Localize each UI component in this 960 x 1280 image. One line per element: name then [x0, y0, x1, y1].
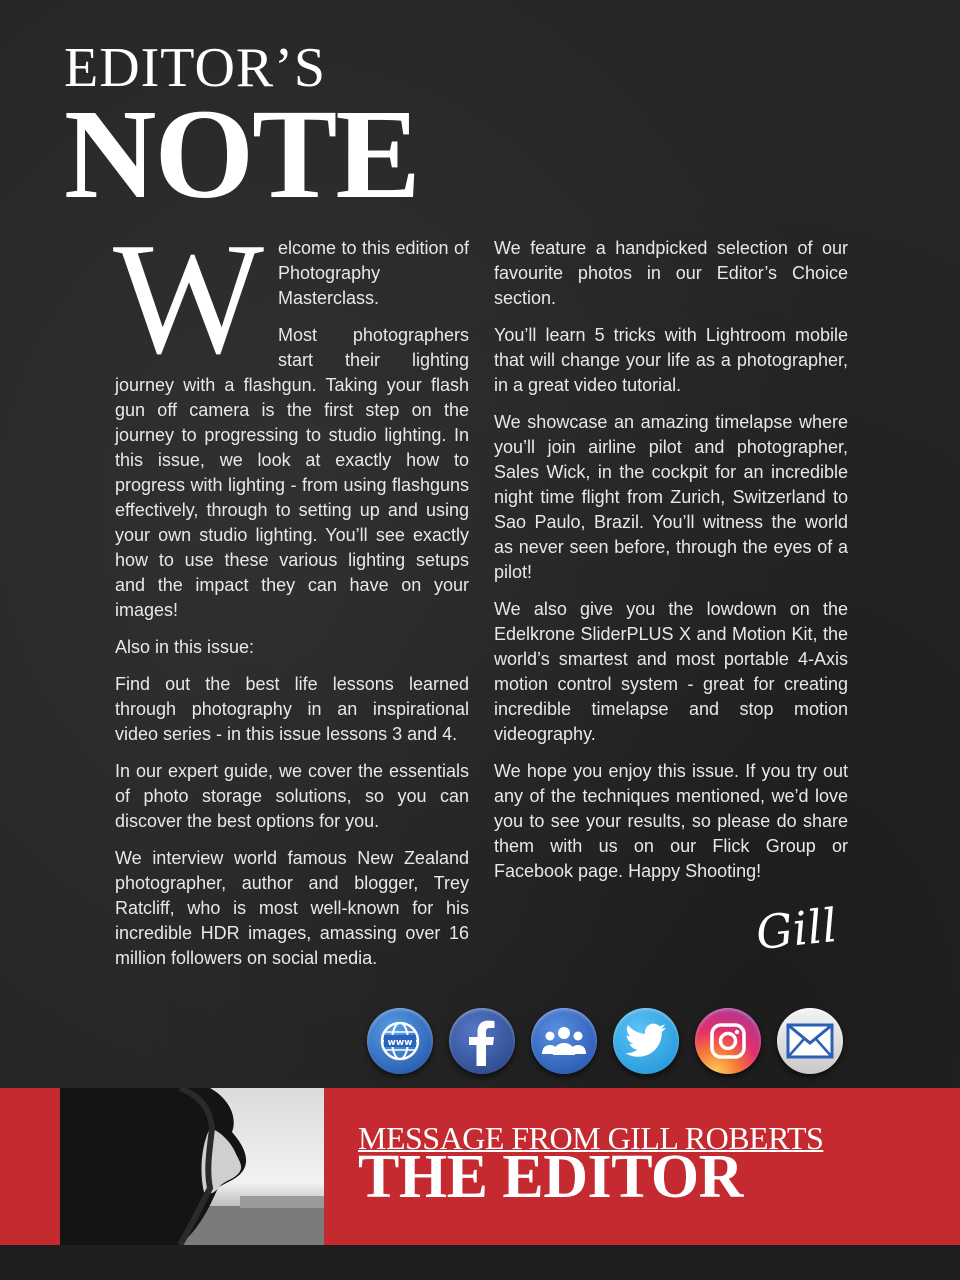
paragraph: Find out the best life lessons learned through photography in an inspirational video series - in this issue lessons 3 and 4.	[115, 674, 469, 744]
paragraph: Welcome to this edition of Photography Masterclass.	[113, 209, 469, 387]
bottom-strip	[0, 1245, 960, 1280]
group-icon[interactable]	[531, 1008, 597, 1074]
banner-title: THE EDITOR	[358, 1143, 743, 1211]
editor-portrait	[60, 1088, 324, 1245]
facebook-icon[interactable]	[449, 1008, 515, 1074]
editor-signature: Gill	[753, 897, 840, 961]
heading-note: NOTE	[64, 83, 419, 225]
paragraph: We interview world famous New Zealand photographer, author and blogger, Trey Ratcliff, who is most well-known for his incredible HDR images, amassing over 16 million followers on social media.	[115, 848, 469, 968]
heading-editors: EDITOR’S	[64, 37, 327, 99]
banner-subtitle: MESSAGE FROM GILL ROBERTS	[358, 1120, 824, 1156]
page-heading	[64, 37, 419, 225]
instagram-icon[interactable]	[695, 1008, 761, 1074]
paragraph: We hope you enjoy this issue. If you try out any of the techniques mentioned, we’d love you to see your results, so please do share them with us on our Flick Group or Facebook page. Happy Shooting!	[494, 761, 848, 881]
drop-cap: W	[113, 209, 265, 387]
paragraph: In our expert guide, we cover the essentials of photo storage solutions, so you can discover the best options for you.	[115, 761, 469, 831]
paragraph: We feature a handpicked selection of our favourite photos in our Editor’s Choice section.	[494, 238, 848, 308]
social-links	[367, 1008, 843, 1074]
svg-text:www: www	[387, 1038, 413, 1048]
twitter-icon[interactable]	[613, 1008, 679, 1074]
paragraph: We showcase an amazing timelapse where you’ll join airline pilot and photographer, Sales Wick, in the cockpit for an incredible night time flight from Zurich, Switzerland to Sao Paulo, Brazil. You’ll witness the world as never seen before, through the eyes of a pilot!	[494, 412, 848, 582]
paragraph: Most photographers start their lighting journey with a flashgun. Taking your flash gun off camera is the first step on the journey to progressing to studio lighting. In this issue, we look at exactly how to progress with lighting - from using flashguns effectively, through to setting up and using your own studio lighting. You’ll see exactly how to use these various lighting setups and the impact they can have on your images!	[115, 325, 469, 620]
mail-icon[interactable]	[777, 1008, 843, 1074]
paragraph: Also in this issue:	[115, 637, 255, 657]
web-icon[interactable]	[367, 1008, 433, 1074]
article-column-2	[494, 236, 848, 896]
article-column-1	[113, 209, 469, 983]
paragraph: We also give you the lowdown on the Edelkrone SliderPLUS X and Motion Kit, the world’s smartest and most portable 4-Axis motion control system - great for creating incredible timelapse and stop motion videography.	[494, 599, 848, 744]
editor-banner	[0, 1088, 960, 1245]
paragraph: You’ll learn 5 tricks with Lightroom mobile that will change your life as a photographer, in a great video tutorial.	[494, 325, 848, 395]
